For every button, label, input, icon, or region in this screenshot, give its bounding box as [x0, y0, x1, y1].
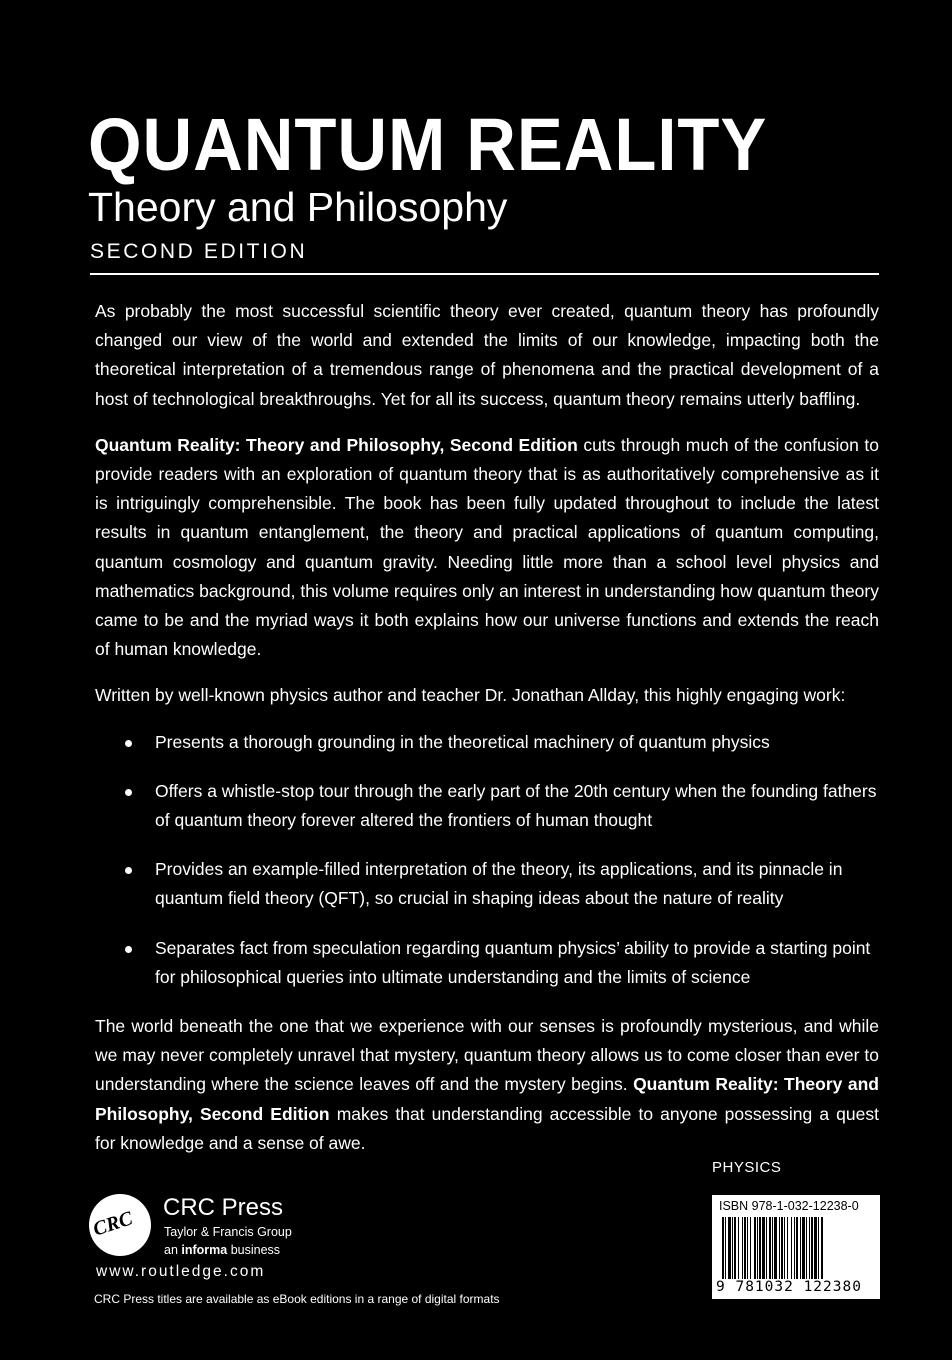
- barcode-bar: [734, 1217, 736, 1279]
- feature-text: Presents a thorough grounding in the theoretical machinery of quantum physics: [155, 731, 770, 752]
- bullet-icon: [125, 740, 132, 747]
- closing-text-start: The world beneath the one that we experience with our senses is profoundly mysterious, and while we may never completely unravel that mystery, quantum theory allows us to come closer than ever to understanding where the science leaves off and the mystery begins.: [95, 1016, 879, 1095]
- barcode-bar: [747, 1217, 748, 1279]
- barcode-bar: [802, 1217, 805, 1279]
- barcode-bar: [818, 1217, 819, 1279]
- barcode-bar: [774, 1217, 777, 1279]
- blurb-paragraph-1: As probably the most successful scientific theory ever created, quantum theory has profoundly changed our view of the world and extended the limits of our knowledge, impacting both the theoretical interpretation of a tremendous range of phenomena and the practical development of a host of technological breakthroughs. Yet for all its success, quantum theory remains utterly baffling.: [95, 301, 879, 409]
- feature-item: [95, 728, 879, 757]
- book-title-inline: Quantum Reality: Theory and Philosophy, Second Edition: [95, 1074, 879, 1124]
- barcode-bar: [762, 1217, 765, 1279]
- bullet-icon: [125, 789, 132, 796]
- barcode-bar: [787, 1217, 788, 1279]
- barcode-bar: [744, 1217, 746, 1279]
- blurb-paragraph-2: [95, 431, 879, 665]
- barcode-bar: [732, 1217, 733, 1279]
- publisher-website: www.routledge.com: [96, 1263, 266, 1280]
- barcode-bar: [796, 1217, 798, 1279]
- informa-bold: informa: [181, 1243, 228, 1257]
- barcode-bar: [769, 1217, 771, 1279]
- barcode-bar: [800, 1217, 801, 1279]
- barcode-bar: [781, 1217, 783, 1279]
- barcode-bar: [766, 1217, 767, 1279]
- bullet-icon: [125, 867, 132, 874]
- feature-list: [95, 728, 879, 992]
- barcode-bar: [811, 1217, 813, 1279]
- barcode-bar: [728, 1217, 731, 1279]
- barcode-bar: [779, 1217, 780, 1279]
- barcode-bar: [722, 1217, 724, 1279]
- feature-text: Offers a whistle-stop tour through the early part of the 20th century when the founding fathers of quantum theory forever altered the frontiers of human thought: [155, 780, 877, 831]
- ebook-note: CRC Press titles are available as eBook editions in a range of digital formats: [94, 1292, 500, 1306]
- feature-text: Separates fact from speculation regarding quantum physics’ ability to provide a starting point for philosophical queries into ultimate understanding and the limits of science: [155, 937, 871, 987]
- feature-item: [95, 934, 879, 992]
- barcode-bar: [806, 1217, 807, 1279]
- barcode-bar: [772, 1217, 773, 1279]
- category-label: PHYSICS: [712, 1159, 782, 1176]
- feature-item: [95, 855, 879, 913]
- barcode-bar: [794, 1217, 795, 1279]
- publisher-name: CRC Press: [163, 1194, 284, 1221]
- informa-prefix: an: [164, 1243, 182, 1257]
- publisher-informa: [164, 1243, 280, 1257]
- book-subtitle: Theory and Philosophy: [88, 184, 508, 230]
- barcode-bar: [750, 1217, 751, 1279]
- closing-text-end: makes that understanding accessible to anyone possessing a quest for knowledge and a sense of awe.: [95, 1103, 879, 1153]
- blurb-paragraph-2-text: cuts through much of the confusion to provide readers with an exploration of quantum theory that is as authoritatively comprehensive as it is intriguingly comprehensible. The book has been fully updated throughout to include the latest results in quantum entanglement, the theory and practical applications of quantum computing, quantum cosmology and quantum gravity. Needing little more than a school level physics and mathematics background, this volume requires only an interest in understanding how quantum theory came to be and the myriad ways it both explains how our universe functions and extends the reach of human knowledge.: [95, 434, 879, 660]
- barcode-bar: [821, 1217, 823, 1279]
- edition-label: SECOND EDITION: [90, 240, 308, 263]
- isbn-label: ISBN 978-1-032-12238-0: [719, 1199, 859, 1213]
- blurb-closing: [95, 1012, 879, 1158]
- barcode-bar: [754, 1217, 756, 1279]
- barcode-icon: [722, 1217, 870, 1279]
- barcode-bar: [809, 1217, 810, 1279]
- blurb-intro-line: Written by well-known physics author and teacher Dr. Jonathan Allday, this highly engaging work:: [95, 685, 846, 706]
- barcode-bar: [725, 1217, 726, 1279]
- barcode-bar: [791, 1217, 792, 1279]
- barcode-bar: [784, 1217, 785, 1279]
- crc-logo: [89, 1194, 151, 1256]
- bullet-icon: [125, 946, 132, 953]
- informa-suffix: business: [227, 1243, 281, 1257]
- blurb: [95, 297, 879, 1175]
- barcode-bar: [757, 1217, 758, 1279]
- barcode-bar: [759, 1217, 761, 1279]
- barcode-bar: [742, 1217, 743, 1279]
- feature-text: Provides an example-filled interpretation of the theory, its applications, and its pinnacle in quantum field theory (QFT), so crucial in shaping ideas about the nature of reality: [155, 859, 843, 909]
- barcode-bar: [738, 1217, 739, 1279]
- barcode-bar: [814, 1217, 817, 1279]
- book-title-inline: Quantum Reality: Theory and Philosophy, Second Edition: [95, 434, 578, 455]
- title-divider: [90, 273, 879, 275]
- publisher-group: Taylor & Francis Group: [164, 1225, 292, 1239]
- isbn-digits: 9 781032 122380: [716, 1279, 862, 1295]
- isbn-barcode: [712, 1195, 880, 1299]
- book-title: QUANTUM REALITY: [88, 103, 768, 186]
- crc-logo-text: CRC: [90, 1207, 136, 1241]
- feature-item: [95, 777, 879, 835]
